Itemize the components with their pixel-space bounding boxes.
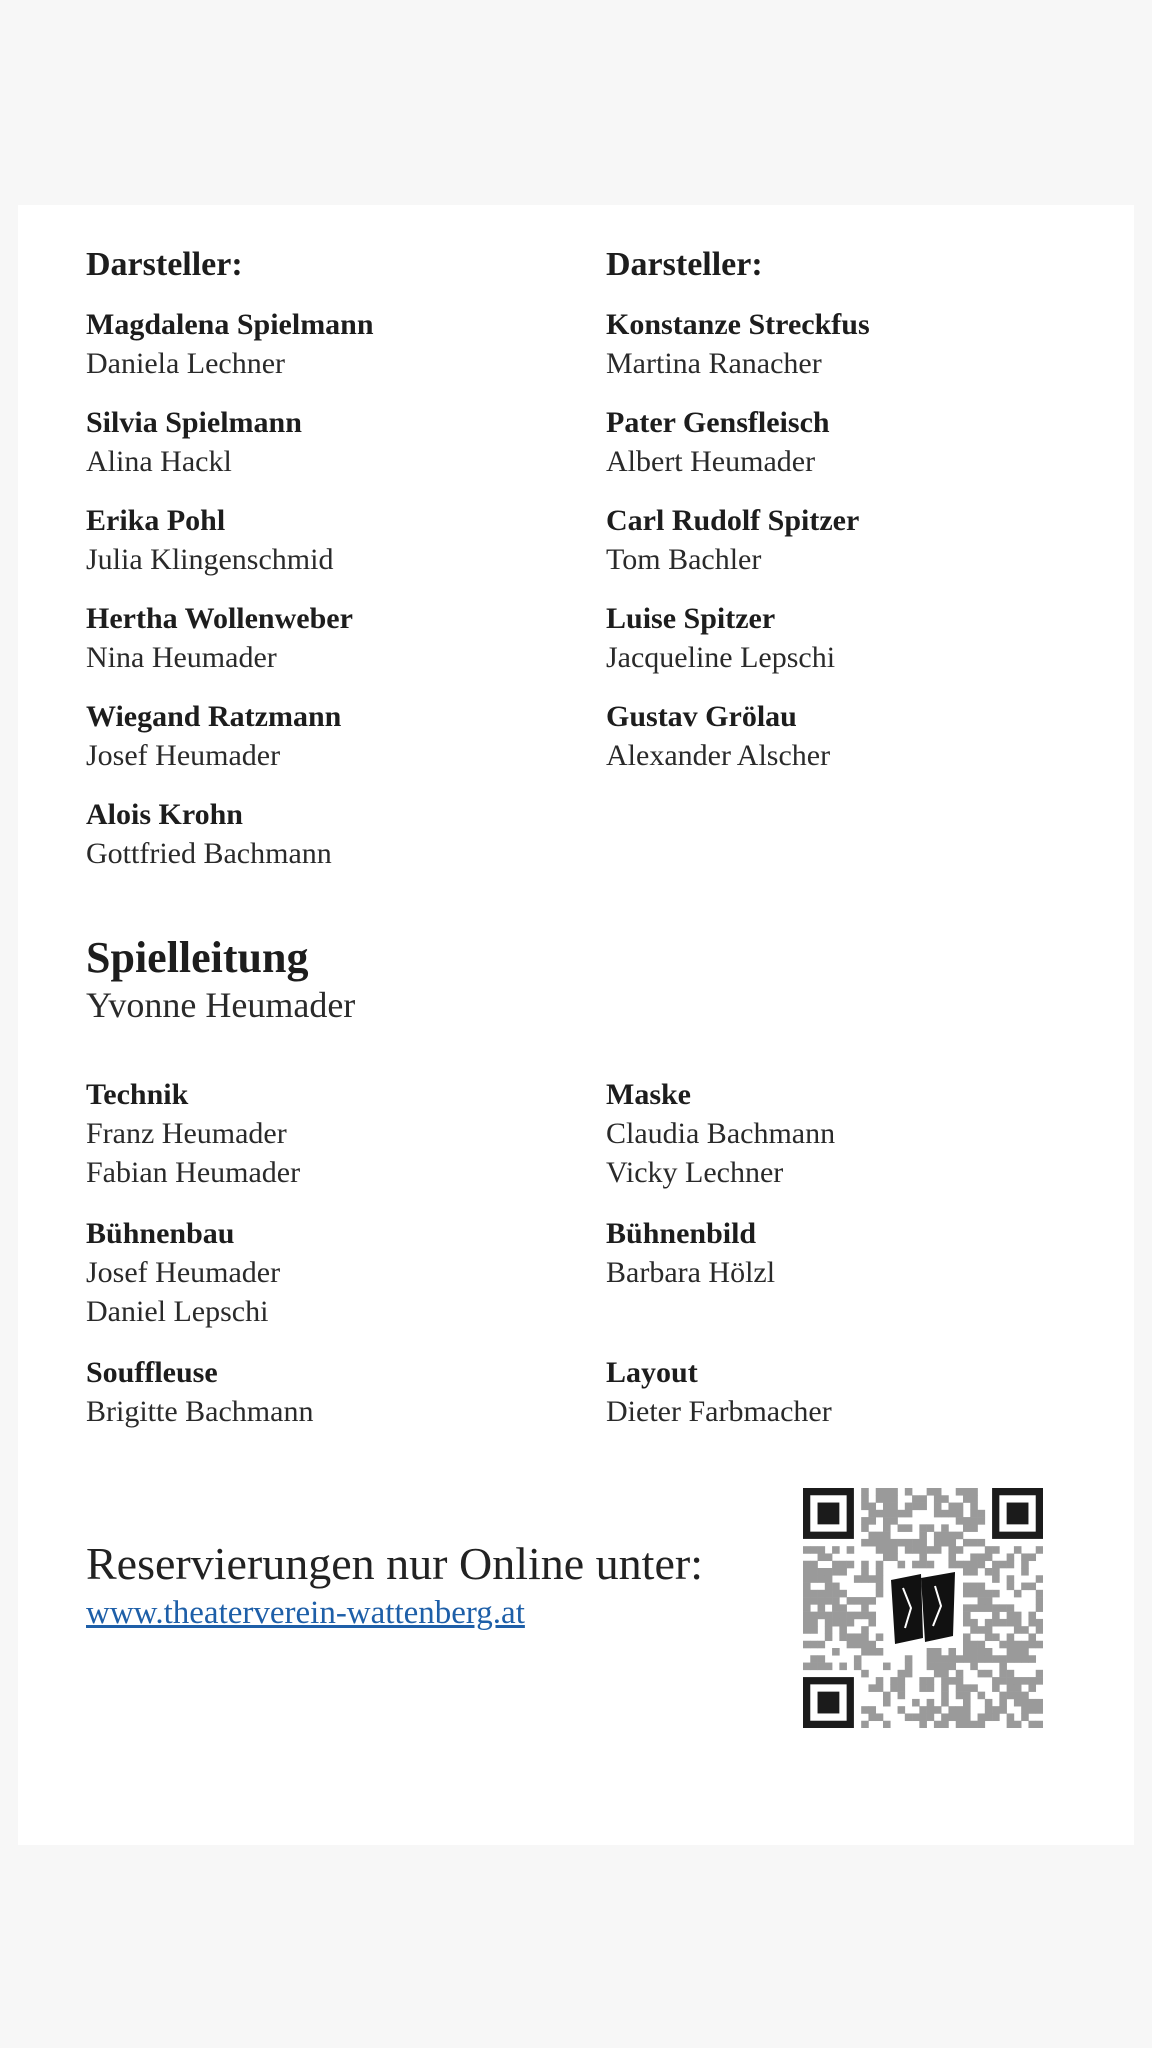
crew-member: Josef Heumader (86, 1256, 281, 1289)
cast-entry (86, 501, 586, 579)
character-name: Alois Krohn (86, 798, 243, 831)
crew-member: Barbara Hölzl (606, 1256, 776, 1289)
crew-entry (86, 1075, 586, 1192)
actor-name: Daniela Lechner (86, 347, 286, 380)
character-name: Carl Rudolf Spitzer (606, 504, 860, 537)
cast-entry (86, 403, 586, 481)
cast-heading-left: Darsteller: (86, 246, 243, 283)
cast-entry (86, 305, 586, 383)
cast-entry (606, 403, 1106, 481)
character-name: Wiegand Ratzmann (86, 700, 342, 733)
cast-entry (606, 501, 1106, 579)
character-name: Luise Spitzer (606, 602, 776, 635)
crew-role: Bühnenbild (606, 1217, 757, 1250)
actor-name: Martina Ranacher (606, 347, 822, 380)
character-name: Erika Pohl (86, 504, 226, 537)
crew-entry (606, 1353, 1106, 1431)
actor-name: Tom Bachler (606, 543, 762, 576)
crew-column-right (606, 1075, 1106, 1453)
actor-name: Alexander Alscher (606, 739, 831, 772)
actor-name: Alina Hackl (86, 445, 232, 478)
actor-name: Albert Heumader (606, 445, 816, 478)
reservation-link[interactable]: www.theaterverein-wattenberg.at (86, 1595, 525, 1631)
actor-name: Nina Heumader (86, 641, 277, 674)
character-name: Konstanze Streckfus (606, 308, 870, 341)
crew-entry (86, 1214, 586, 1331)
actor-name: Josef Heumader (86, 739, 281, 772)
cast-entry (86, 697, 586, 775)
character-name: Silvia Spielmann (86, 406, 302, 439)
cast-entry (606, 599, 1106, 677)
director-name: Yvonne Heumader (86, 985, 356, 1025)
cast-entry (86, 599, 586, 677)
cast-entry (606, 697, 1106, 775)
actor-name: Gottfried Bachmann (86, 837, 332, 870)
crew-role: Bühnenbau (86, 1217, 235, 1250)
crew-entry (606, 1214, 1106, 1331)
direction-heading: Spielleitung (86, 933, 309, 982)
crew-member: Fabian Heumader (86, 1156, 301, 1189)
crew-entry (86, 1353, 586, 1431)
crew-role: Maske (606, 1078, 691, 1111)
crew-role: Layout (606, 1356, 698, 1389)
crew-member: Brigitte Bachmann (86, 1395, 314, 1428)
crew-role: Souffleuse (86, 1356, 218, 1389)
crew-member: Dieter Farbmacher (606, 1395, 832, 1428)
qr-code-icon[interactable] (803, 1488, 1043, 1728)
character-name: Magdalena Spielmann (86, 308, 374, 341)
character-name: Gustav Grölau (606, 700, 797, 733)
crew-member: Franz Heumader (86, 1117, 287, 1150)
cast-column-right (606, 245, 1106, 795)
actor-name: Julia Klingenschmid (86, 543, 334, 576)
reservation-text: Reservierungen nur Online unter: (86, 1538, 703, 1589)
actor-name: Jacqueline Lepschi (606, 641, 836, 674)
character-name: Hertha Wollenweber (86, 602, 353, 635)
theater-mask-logo-icon (891, 1572, 955, 1644)
qr-code-graphic (803, 1488, 1043, 1728)
cast-entry (86, 795, 586, 873)
program-page (18, 205, 1134, 1845)
character-name: Pater Gensfleisch (606, 406, 830, 439)
crew-member: Claudia Bachmann (606, 1117, 836, 1150)
crew-member: Vicky Lechner (606, 1156, 784, 1189)
cast-column-left (86, 245, 586, 893)
crew-member: Daniel Lepschi (86, 1295, 269, 1328)
cast-heading-right: Darsteller: (606, 246, 763, 283)
crew-role: Technik (86, 1078, 189, 1111)
crew-column-left (86, 1075, 586, 1453)
crew-entry (606, 1075, 1106, 1192)
cast-entry (606, 305, 1106, 383)
